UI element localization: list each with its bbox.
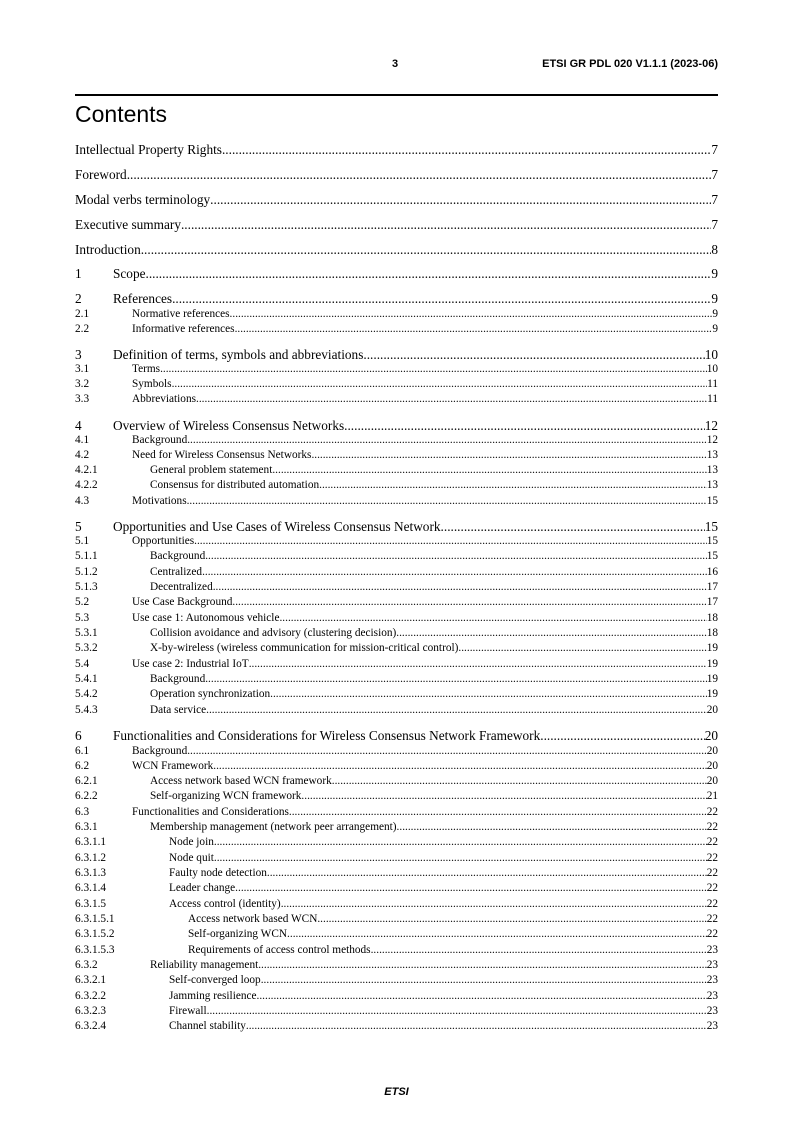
toc-entry[interactable] (75, 728, 718, 744)
toc-entry-number: 5.1.3 (75, 581, 98, 593)
toc-entry[interactable] (75, 704, 718, 716)
toc-entry-title: Functionalities and Considerations (132, 806, 289, 818)
toc-entry[interactable] (75, 596, 718, 608)
toc-leader-dots (319, 479, 707, 491)
toc-entry-title: Requirements of access control methods (188, 944, 371, 956)
toc-leader-dots (540, 728, 704, 744)
toc-entry-title: Use Case Background (132, 596, 233, 608)
toc-entry-number: 4.2 (75, 449, 90, 461)
toc-entry-title: Consensus for distributed automation (150, 479, 320, 491)
toc-entry[interactable] (75, 550, 718, 562)
toc-entry[interactable] (75, 347, 718, 363)
toc-entry-title: Normative references (132, 308, 230, 320)
toc-entry-number: 6.3.1.5 (75, 898, 107, 910)
toc-leader-dots (301, 790, 706, 802)
page-title: Contents (75, 101, 168, 127)
toc-leader-dots (397, 821, 707, 833)
toc-entry[interactable] (75, 142, 718, 158)
toc-entry-title: X-by-wireless (wireless communication for mission-critical control) (150, 642, 459, 654)
toc-entry-page: 7 (711, 167, 718, 182)
toc-entry-title: Opportunities and Use Cases of Wireless Consensus Network (113, 519, 441, 534)
toc-entry-page: 22 (706, 913, 718, 925)
toc-entry-title: Firewall (169, 1005, 207, 1017)
toc-entry-number: 5.3.2 (75, 642, 98, 654)
toc-entry-title: Membership management (network peer arrangement) (150, 821, 397, 833)
page-number: 3 (392, 58, 399, 70)
toc-entry-number: 4 (75, 418, 82, 433)
toc-leader-dots (187, 495, 707, 507)
toc-entry-number: 6 (75, 728, 82, 743)
toc-entry[interactable] (75, 535, 718, 547)
toc-entry-title: Opportunities (132, 535, 195, 547)
toc-entry-number: 6.3.2.4 (75, 1020, 107, 1032)
toc-entry-page: 16 (706, 566, 718, 578)
toc-leader-dots (363, 347, 704, 363)
toc-entry[interactable] (75, 363, 718, 375)
toc-entry-page: 17 (706, 596, 718, 608)
toc-entry-number: 3.2 (75, 378, 90, 390)
toc-entry-title: References (113, 291, 173, 306)
toc-leader-dots (210, 192, 711, 208)
toc-leader-dots (257, 990, 707, 1002)
toc-entry-page: 12 (704, 418, 718, 433)
toc-entry-number: 4.2.1 (75, 464, 98, 476)
toc-entry-number: 4.1 (75, 434, 90, 446)
toc-entry-title: Collision avoidance and advisory (clustering decision) (150, 627, 397, 639)
toc-entry[interactable] (75, 449, 718, 461)
toc-entry-title: Definition of terms, symbols and abbreviations (113, 347, 364, 362)
toc-entry-title: Background (132, 745, 188, 757)
toc-entry-title: Self-organizing WCN (188, 928, 288, 940)
toc-entry[interactable] (75, 990, 718, 1002)
toc-entry-number: 6.3.2 (75, 959, 98, 971)
toc-entry-page: 22 (706, 928, 718, 940)
toc-entry-number: 4.2.2 (75, 479, 98, 491)
toc-entry-title: Executive summary (75, 217, 181, 232)
toc-entry[interactable] (75, 519, 718, 535)
toc-entry-page: 20 (706, 775, 718, 787)
toc-entry-title: Motivations (132, 495, 187, 507)
toc-entry-title: Use case 2: Industrial IoT (132, 658, 249, 670)
toc-entry[interactable] (75, 642, 718, 654)
toc-entry[interactable] (75, 393, 718, 405)
toc-entry[interactable] (75, 627, 718, 639)
toc-entry[interactable] (75, 479, 718, 491)
toc-entry[interactable] (75, 898, 718, 910)
toc-entry[interactable] (75, 867, 718, 879)
toc-entry-number: 6.3.1.2 (75, 852, 107, 864)
toc-leader-dots (279, 612, 706, 624)
toc-entry-page: 22 (706, 821, 718, 833)
toc-entry-page: 20 (704, 728, 718, 743)
toc-leader-dots (181, 217, 711, 233)
toc-leader-dots (396, 627, 706, 639)
toc-entry-number: 5.3.1 (75, 627, 98, 639)
toc-entry-number: 6.3.1.3 (75, 867, 107, 879)
toc-entry-page: 23 (706, 990, 718, 1002)
toc-entry-number: 5 (75, 519, 82, 534)
toc-entry-title: Modal verbs terminology (75, 192, 211, 207)
toc-entry-page: 11 (707, 378, 718, 390)
toc-entry-number: 6.3.1.5.1 (75, 913, 115, 925)
toc-leader-dots (261, 974, 707, 986)
toc-entry-page: 9 (712, 323, 718, 335)
toc-entry-page: 19 (706, 658, 718, 670)
toc-leader-dots (194, 535, 707, 547)
toc-entry-number: 3.1 (75, 363, 90, 375)
toc-entry[interactable] (75, 1020, 718, 1032)
toc-leader-dots (214, 836, 707, 848)
toc-entry-page: 21 (706, 790, 718, 802)
toc-entry-number: 6.2.1 (75, 775, 98, 787)
toc-leader-dots (172, 291, 711, 307)
toc-leader-dots (146, 266, 712, 282)
toc-entry-title: Jamming resilience (169, 990, 257, 1002)
toc-entry-page: 12 (706, 434, 718, 446)
toc-leader-dots (206, 704, 707, 716)
toc-entry[interactable] (75, 192, 718, 208)
toc-leader-dots (196, 393, 707, 405)
toc-leader-dots (214, 852, 707, 864)
toc-entry-title: Node quit (169, 852, 214, 864)
toc-entry-page: 7 (711, 217, 718, 232)
toc-leader-dots (187, 745, 706, 757)
toc-entry-title: Need for Wireless Consensus Networks (132, 449, 312, 461)
toc-entry-title: Overview of Wireless Consensus Networks (113, 418, 345, 433)
toc-entry-title: Symbols (132, 378, 172, 390)
toc-entry[interactable] (75, 974, 718, 986)
toc-entry-page: 22 (706, 867, 718, 879)
toc-leader-dots (205, 673, 706, 685)
toc-entry-page: 9 (711, 291, 718, 306)
toc-entry-page: 19 (706, 688, 718, 700)
toc-leader-dots (458, 642, 706, 654)
toc-entry-title: WCN Framework (132, 760, 214, 772)
toc-entry-page: 13 (706, 464, 718, 476)
toc-entry-page: 15 (706, 535, 718, 547)
toc-entry-page: 22 (706, 806, 718, 818)
toc-leader-dots (172, 378, 708, 390)
toc-entry-number: 5.4.1 (75, 673, 98, 685)
toc-entry-number: 6.3.1.4 (75, 882, 107, 894)
toc-entry-title: Scope (113, 266, 146, 281)
toc-entry-number: 6.2 (75, 760, 90, 772)
toc-entry-page: 9 (712, 308, 718, 320)
toc-entry[interactable] (75, 378, 718, 390)
toc-entry[interactable] (75, 323, 718, 335)
toc-entry-page: 20 (706, 704, 718, 716)
toc-entry-page: 22 (706, 852, 718, 864)
toc-entry[interactable] (75, 760, 718, 772)
toc-leader-dots (205, 550, 706, 562)
toc-entry-title: Background (132, 434, 188, 446)
toc-entry[interactable] (75, 217, 718, 233)
toc-leader-dots (317, 913, 706, 925)
toc-entry-title: Leader change (169, 882, 236, 894)
toc-entry-page: 19 (706, 673, 718, 685)
toc-entry-number: 5.4.2 (75, 688, 98, 700)
toc-entry[interactable] (75, 291, 718, 307)
toc-leader-dots (441, 519, 705, 535)
toc-entry-number: 2.2 (75, 323, 90, 335)
toc-entry[interactable] (75, 944, 718, 956)
toc-leader-dots (267, 867, 707, 879)
toc-entry-number: 5.1.1 (75, 550, 98, 562)
toc-entry-number: 4.3 (75, 495, 90, 507)
toc-entry-page: 17 (706, 581, 718, 593)
toc-entry-number: 6.3.1.5.3 (75, 944, 115, 956)
toc-entry[interactable] (75, 775, 718, 787)
toc-entry[interactable] (75, 566, 718, 578)
toc-entry-title: General problem statement (150, 464, 273, 476)
toc-entry-number: 5.3 (75, 612, 90, 624)
toc-entry-title: Decentralized (150, 581, 213, 593)
toc-entry-title: Intellectual Property Rights (75, 142, 222, 157)
toc-entry-page: 20 (706, 760, 718, 772)
footer-publisher: ETSI (384, 1086, 409, 1098)
toc-entry-page: 13 (706, 449, 718, 461)
toc-entry-title: Reliability management (150, 959, 259, 971)
toc-entry-number: 6.2.2 (75, 790, 98, 802)
toc-entry[interactable] (75, 852, 718, 864)
toc-entry-page: 15 (706, 495, 718, 507)
toc-entry-number: 5.1.2 (75, 566, 98, 578)
toc-entry-page: 23 (706, 959, 718, 971)
toc-entry-title: Access network based WCN (188, 913, 318, 925)
toc-entry-title: Background (150, 550, 206, 562)
toc-leader-dots (235, 323, 713, 335)
toc-leader-dots (187, 434, 706, 446)
toc-entry-number: 3.3 (75, 393, 90, 405)
toc-leader-dots (232, 596, 706, 608)
toc-entry[interactable] (75, 464, 718, 476)
header-rule (75, 94, 718, 96)
toc-entry-page: 22 (706, 898, 718, 910)
toc-entry-page: 18 (706, 627, 718, 639)
toc-entry-page: 22 (706, 836, 718, 848)
toc-leader-dots (246, 1020, 707, 1032)
toc-entry-number: 5.4 (75, 658, 90, 670)
toc-entry[interactable] (75, 928, 718, 940)
toc-entry-number: 6.3.2.3 (75, 1005, 107, 1017)
toc-entry-number: 3 (75, 347, 82, 362)
toc-entry-number: 2 (75, 291, 82, 306)
toc-entry[interactable] (75, 821, 718, 833)
toc-entry-title: Operation synchronization (150, 688, 271, 700)
toc-leader-dots (258, 959, 706, 971)
toc-leader-dots (207, 1005, 707, 1017)
toc-leader-dots (222, 142, 711, 158)
toc-entry-title: Introduction (75, 242, 141, 257)
toc-entry-page: 20 (706, 745, 718, 757)
toc-entry-title: Use case 1: Autonomous vehicle (132, 612, 280, 624)
toc-entry-page: 23 (706, 1020, 718, 1032)
toc-entry-title: Access network based WCN framework (150, 775, 332, 787)
toc-leader-dots (332, 775, 707, 787)
toc-entry-number: 6.3.1.1 (75, 836, 107, 848)
toc-entry[interactable] (75, 242, 718, 258)
toc-entry-title: Access control (identity) (169, 898, 281, 910)
toc-entry-title: Data service (150, 704, 207, 716)
toc-leader-dots (311, 449, 706, 461)
toc-entry-page: 23 (706, 974, 718, 986)
toc-leader-dots (371, 944, 707, 956)
toc-entry[interactable] (75, 688, 718, 700)
toc-entry[interactable] (75, 495, 718, 507)
toc-entry-page: 11 (707, 393, 718, 405)
toc-entry-number: 6.3.2.2 (75, 990, 107, 1002)
toc-entry-title: Centralized (150, 566, 203, 578)
toc-entry[interactable] (75, 1005, 718, 1017)
toc-entry[interactable] (75, 434, 718, 446)
toc-leader-dots (230, 308, 713, 320)
toc-leader-dots (289, 806, 707, 818)
toc-entry-number: 6.3.1 (75, 821, 98, 833)
toc-entry-title: Background (150, 673, 206, 685)
toc-entry[interactable] (75, 836, 718, 848)
toc-entry-page: 15 (704, 519, 718, 534)
toc-entry[interactable] (75, 673, 718, 685)
toc-leader-dots (281, 898, 707, 910)
toc-entry-page: 7 (711, 192, 718, 207)
toc-leader-dots (249, 658, 707, 670)
toc-entry[interactable] (75, 913, 718, 925)
toc-entry-page: 23 (706, 944, 718, 956)
toc-entry-title: Foreword (75, 167, 127, 182)
toc-entry-page: 23 (706, 1005, 718, 1017)
toc-entry-title: Terms (132, 363, 161, 375)
toc-entry-number: 6.3.2.1 (75, 974, 107, 986)
toc-leader-dots (213, 760, 706, 772)
toc-entry[interactable] (75, 308, 718, 320)
toc-entry-title: Functionalities and Considerations for Wireless Consensus Network Framework (113, 728, 541, 743)
toc-entry[interactable] (75, 959, 718, 971)
toc-leader-dots (235, 882, 707, 894)
toc-entry[interactable] (75, 882, 718, 894)
toc-entry-title: Abbreviations (132, 393, 197, 405)
toc-entry-title: Self-converged loop (169, 974, 261, 986)
toc-leader-dots (160, 363, 707, 375)
toc-entry-page: 15 (706, 550, 718, 562)
toc-entry-page: 13 (706, 479, 718, 491)
toc-leader-dots (202, 566, 707, 578)
toc-entry[interactable] (75, 418, 718, 434)
toc-entry-number: 6.1 (75, 745, 90, 757)
toc-entry-page: 10 (706, 363, 718, 375)
toc-leader-dots (141, 242, 712, 258)
toc-leader-dots (272, 464, 706, 476)
toc-leader-dots (127, 167, 712, 183)
toc-entry-page: 22 (706, 882, 718, 894)
toc-entry-number: 1 (75, 266, 82, 281)
toc-entry[interactable] (75, 581, 718, 593)
toc-leader-dots (344, 418, 705, 434)
toc-entry[interactable] (75, 167, 718, 183)
toc-entry-number: 5.4.3 (75, 704, 98, 716)
toc-entry-number: 6.3 (75, 806, 90, 818)
toc-entry-page: 7 (711, 142, 718, 157)
toc-entry-title: Node join (169, 836, 214, 848)
toc-entry[interactable] (75, 790, 718, 802)
toc-entry-title: Informative references (132, 323, 235, 335)
toc-entry-number: 5.2 (75, 596, 90, 608)
toc-entry-number: 5.1 (75, 535, 90, 547)
toc-entry-page: 19 (706, 642, 718, 654)
toc-leader-dots (213, 581, 707, 593)
document-id: ETSI GR PDL 020 V1.1.1 (2023-06) (542, 58, 718, 70)
toc-leader-dots (287, 928, 707, 940)
toc-entry[interactable] (75, 612, 718, 624)
toc-entry-number: 6.3.1.5.2 (75, 928, 115, 940)
toc-entry-page: 8 (711, 242, 718, 257)
toc-entry-title: Channel stability (169, 1020, 246, 1032)
toc-entry-page: 10 (704, 347, 718, 362)
toc-entry-title: Faulty node detection (169, 867, 267, 879)
toc-entry-number: 2.1 (75, 308, 90, 320)
toc-entry[interactable] (75, 745, 718, 757)
toc-entry-page: 9 (711, 266, 718, 281)
toc-entry[interactable] (75, 266, 718, 282)
toc-entry-page: 18 (706, 612, 718, 624)
toc-entry[interactable] (75, 658, 718, 670)
toc-entry[interactable] (75, 806, 718, 818)
toc-leader-dots (270, 688, 707, 700)
toc-entry-title: Self-organizing WCN framework (150, 790, 302, 802)
